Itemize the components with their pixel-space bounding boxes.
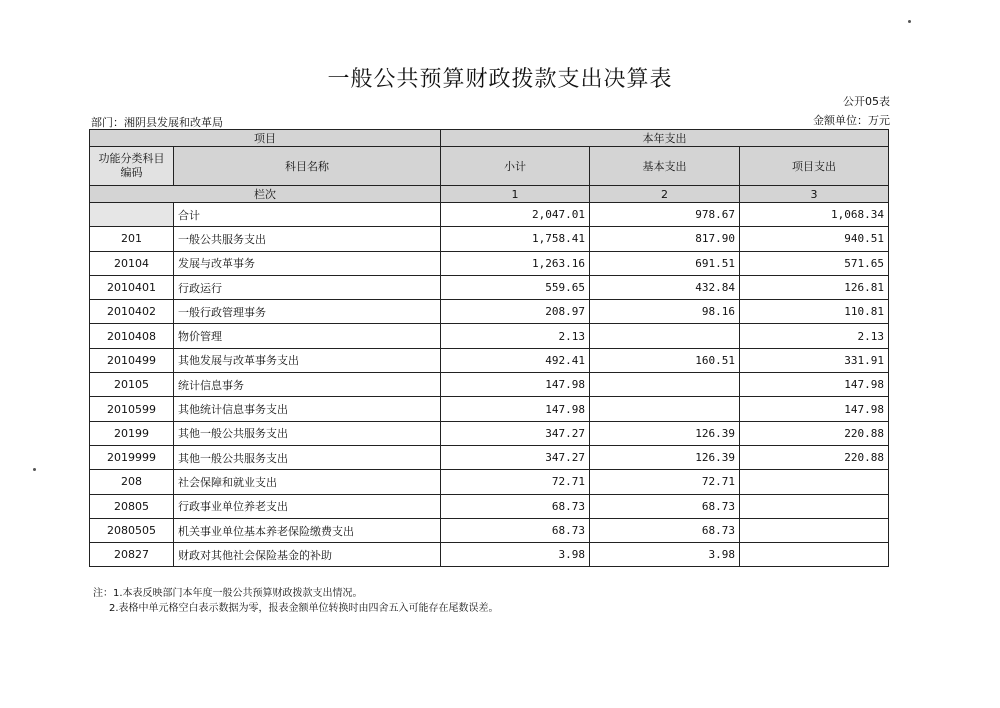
cell-code: 2019999 <box>90 445 174 469</box>
cell-code: 2010401 <box>90 275 174 299</box>
cell-name: 其他一般公共服务支出 <box>174 445 441 469</box>
table-row <box>90 348 889 372</box>
table-row <box>90 227 889 251</box>
cell-subtotal: 68.73 <box>441 518 590 542</box>
cell-basic: 126.39 <box>590 445 740 469</box>
scan-speck <box>33 468 36 471</box>
table-row <box>90 470 889 494</box>
cell-project: 2.13 <box>740 324 889 348</box>
header-subject-name: 科目名称 <box>174 147 441 186</box>
table-row <box>90 397 889 421</box>
header-project: 项目 <box>90 130 441 147</box>
note-2: 2.表格中单元格空白表示数据为零，报表金额单位转换时由四舍五入可能存在尾数误差。 <box>109 603 499 614</box>
table-row <box>90 324 889 348</box>
cell-name: 其他一般公共服务支出 <box>174 421 441 445</box>
cell-code: 2010408 <box>90 324 174 348</box>
cell-project <box>740 543 889 567</box>
cell-code: 20805 <box>90 494 174 518</box>
cell-subtotal: 3.98 <box>441 543 590 567</box>
table-row <box>90 445 889 469</box>
cell-code: 2010499 <box>90 348 174 372</box>
cell-project <box>740 470 889 494</box>
table-row <box>90 275 889 299</box>
cell-name: 行政运行 <box>174 275 441 299</box>
cell-name: 行政事业单位养老支出 <box>174 494 441 518</box>
cell-basic: 160.51 <box>590 348 740 372</box>
table-body <box>90 203 889 567</box>
cell-basic <box>590 324 740 348</box>
cell-project: 147.98 <box>740 397 889 421</box>
cell-subtotal: 1,263.16 <box>441 251 590 275</box>
cell-project: 331.91 <box>740 348 889 372</box>
cell-basic: 98.16 <box>590 300 740 324</box>
header-subtotal: 小计 <box>441 147 590 186</box>
header-col1: 1 <box>441 186 590 203</box>
cell-subtotal: 2,047.01 <box>441 203 590 227</box>
cell-subtotal: 2.13 <box>441 324 590 348</box>
cell-project: 940.51 <box>740 227 889 251</box>
cell-subtotal: 559.65 <box>441 275 590 299</box>
header-col3: 3 <box>740 186 889 203</box>
cell-basic: 68.73 <box>590 518 740 542</box>
cell-basic: 691.51 <box>590 251 740 275</box>
cell-name: 发展与改革事务 <box>174 251 441 275</box>
cell-code: 20104 <box>90 251 174 275</box>
cell-project <box>740 518 889 542</box>
table-row <box>90 300 889 324</box>
page-title: 一般公共预算财政拨款支出决算表 <box>327 67 673 92</box>
cell-name: 其他统计信息事务支出 <box>174 397 441 421</box>
cell-basic <box>590 397 740 421</box>
cell-project: 220.88 <box>740 421 889 445</box>
cell-subtotal: 147.98 <box>441 373 590 397</box>
cell-name: 统计信息事务 <box>174 373 441 397</box>
cell-basic: 978.67 <box>590 203 740 227</box>
cell-subtotal: 72.71 <box>441 470 590 494</box>
cell-name: 其他发展与改革事务支出 <box>174 348 441 372</box>
cell-code: 2010599 <box>90 397 174 421</box>
header-current-year-expense: 本年支出 <box>441 130 889 147</box>
cell-subtotal: 492.41 <box>441 348 590 372</box>
table-row <box>90 518 889 542</box>
header-project-expense: 项目支出 <box>740 147 889 186</box>
header-basic: 基本支出 <box>590 147 740 186</box>
cell-subtotal: 147.98 <box>441 397 590 421</box>
table-row <box>90 494 889 518</box>
table-row <box>90 251 889 275</box>
table-row <box>90 421 889 445</box>
cell-subtotal: 347.27 <box>441 421 590 445</box>
cell-code: 20827 <box>90 543 174 567</box>
cell-code: 208 <box>90 470 174 494</box>
cell-project: 147.98 <box>740 373 889 397</box>
cell-subtotal: 347.27 <box>441 445 590 469</box>
cell-subtotal: 1,758.41 <box>441 227 590 251</box>
cell-project: 220.88 <box>740 445 889 469</box>
cell-basic: 126.39 <box>590 421 740 445</box>
cell-project <box>740 494 889 518</box>
cell-code <box>90 203 174 227</box>
cell-project: 110.81 <box>740 300 889 324</box>
cell-basic: 432.84 <box>590 275 740 299</box>
cell-code: 201 <box>90 227 174 251</box>
cell-project: 1,068.34 <box>740 203 889 227</box>
cell-subtotal: 208.97 <box>441 300 590 324</box>
scan-speck <box>908 20 911 23</box>
cell-name: 一般行政管理事务 <box>174 300 441 324</box>
budget-table <box>89 129 889 567</box>
cell-name: 一般公共服务支出 <box>174 227 441 251</box>
cell-project: 126.81 <box>740 275 889 299</box>
cell-project: 571.65 <box>740 251 889 275</box>
header-func-code: 功能分类科目编码 <box>90 147 174 186</box>
cell-basic: 72.71 <box>590 470 740 494</box>
header-column-index: 栏次 <box>90 186 441 203</box>
cell-basic: 3.98 <box>590 543 740 567</box>
cell-code: 20105 <box>90 373 174 397</box>
cell-code: 20199 <box>90 421 174 445</box>
header-col2: 2 <box>590 186 740 203</box>
cell-basic <box>590 373 740 397</box>
cell-name: 合计 <box>174 203 441 227</box>
cell-name: 社会保障和就业支出 <box>174 470 441 494</box>
cell-code: 2080505 <box>90 518 174 542</box>
cell-name: 物价管理 <box>174 324 441 348</box>
cell-subtotal: 68.73 <box>441 494 590 518</box>
cell-code: 2010402 <box>90 300 174 324</box>
table-row <box>90 203 889 227</box>
table-row <box>90 543 889 567</box>
note-1: 注：1.本表反映部门本年度一般公共预算财政拨款支出情况。 <box>93 588 363 599</box>
notes <box>93 586 499 616</box>
table-row <box>90 373 889 397</box>
department-label: 部门：湘阴县发展和改革局 <box>91 116 223 129</box>
cell-basic: 68.73 <box>590 494 740 518</box>
cell-name: 机关事业单位基本养老保险缴费支出 <box>174 518 441 542</box>
unit-label: 金额单位：万元 <box>813 114 890 127</box>
cell-basic: 817.90 <box>590 227 740 251</box>
table-number: 公开05表 <box>843 95 890 108</box>
cell-name: 财政对其他社会保险基金的补助 <box>174 543 441 567</box>
